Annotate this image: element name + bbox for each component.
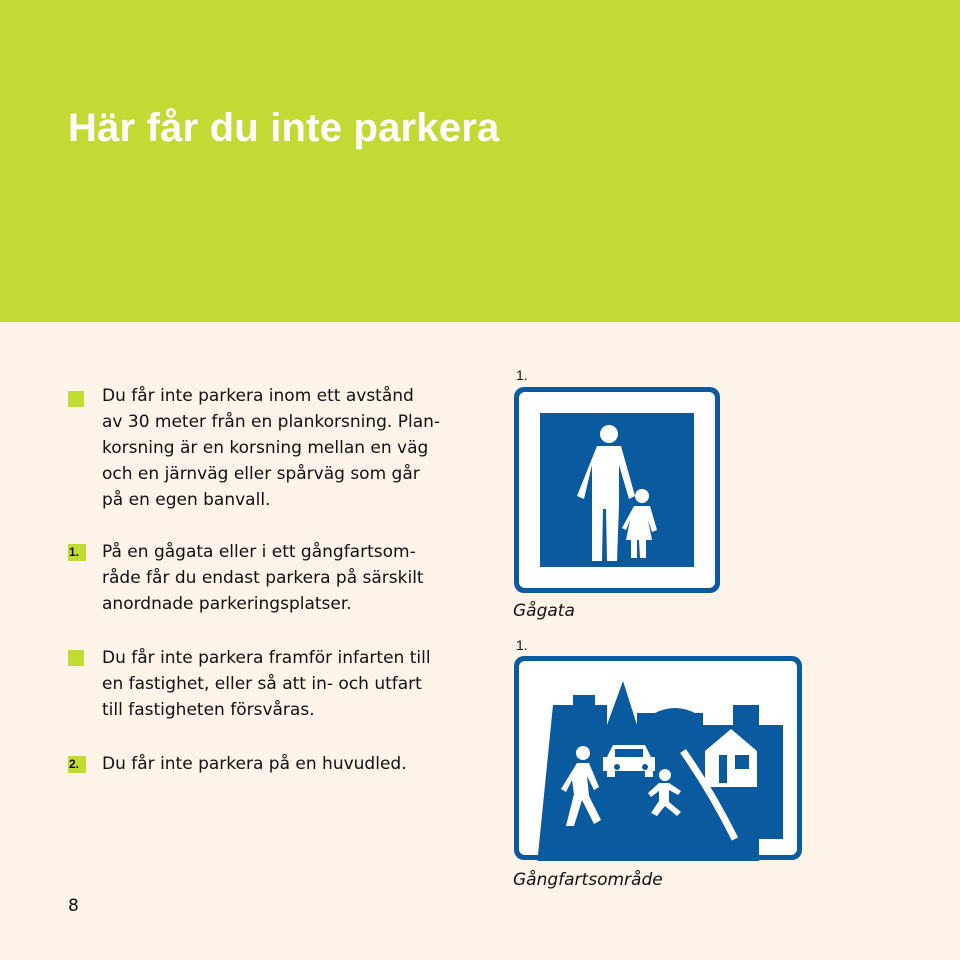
text-line: av 30 meter från en plankorsning. Plan- xyxy=(102,412,441,432)
number-badge: 2. xyxy=(68,756,86,773)
figure-caption: Gågata xyxy=(513,601,575,621)
number-badge: 1. xyxy=(68,544,86,561)
bullet-square xyxy=(68,391,84,407)
walking-speed-area-sign-icon xyxy=(513,655,803,861)
bullet-square xyxy=(68,650,84,666)
text-line: korsning är en korsning mellan en väg xyxy=(102,438,429,458)
page-title: Här får du inte parkera xyxy=(68,106,500,150)
figure-number: 1. xyxy=(516,367,528,383)
paragraph-main-road xyxy=(102,751,407,777)
text-line: anordnade parkeringsplatser. xyxy=(102,594,352,614)
text-line: till fastigheten försvåras. xyxy=(102,700,315,720)
text-line: Du får inte parkera på en huvudled. xyxy=(102,754,407,774)
text-line: Du får inte parkera framför infarten till xyxy=(102,648,431,668)
page-number: 8 xyxy=(68,896,79,916)
text-line: och en järnväg eller spårväg som går xyxy=(102,464,420,484)
header-band xyxy=(0,0,960,322)
text-line: en fastighet, eller så att in- och utfart xyxy=(102,674,422,694)
text-line: på en egen banvall. xyxy=(102,490,271,510)
figure-caption: Gångfartsområde xyxy=(513,870,663,890)
paragraph-driveway xyxy=(102,645,431,723)
figure-number: 1. xyxy=(516,637,528,653)
pedestrian-street-sign-icon xyxy=(513,386,721,594)
text-line: råde får du endast parkera på särskilt xyxy=(102,568,424,588)
text-line: På en gågata eller i ett gångfartsom- xyxy=(102,542,416,562)
paragraph-level-crossing xyxy=(102,383,440,513)
text-line: Du får inte parkera inom ett avstånd xyxy=(102,386,414,406)
paragraph-pedestrian-street xyxy=(102,539,424,617)
